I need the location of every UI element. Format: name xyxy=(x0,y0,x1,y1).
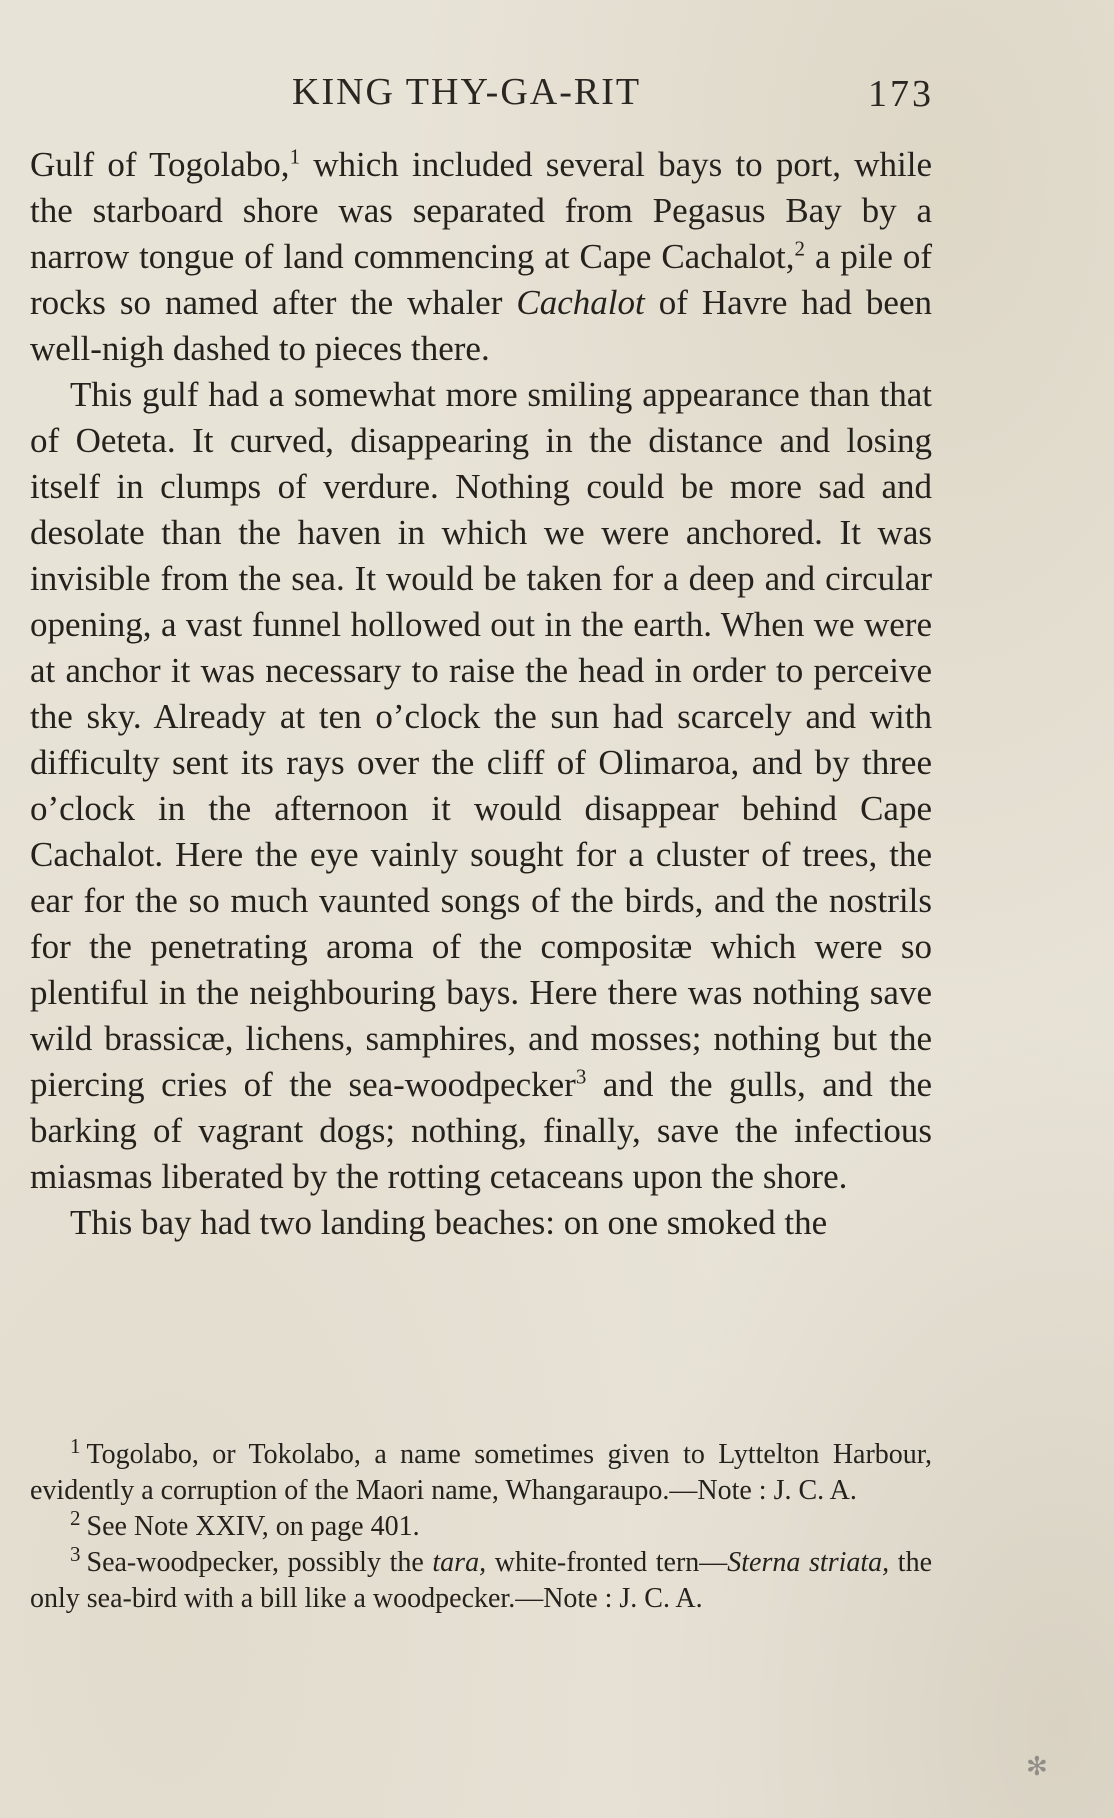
paragraph xyxy=(30,372,932,1200)
italic-text: Sterna striata, xyxy=(727,1547,890,1578)
italic-text: Cachalot xyxy=(516,283,645,322)
footnote-reference: 3 xyxy=(575,1064,587,1089)
footnotes xyxy=(30,1433,932,1617)
text-run: a pile of rocks so named after the whaler xyxy=(30,237,932,322)
text-run: which included several bays to port, while the starboard shore was separated from Pegasus Bay by a narrow tongue of land commencing at Cape Cachalot, xyxy=(30,145,932,276)
footnote xyxy=(30,1433,932,1509)
paragraph xyxy=(30,142,932,372)
footnote-reference: 2 xyxy=(794,236,805,261)
text-run: This bay had two landing beaches: on one smoked the xyxy=(70,1203,828,1242)
paragraph xyxy=(30,1200,932,1246)
body-text xyxy=(30,142,932,1246)
text-run: and the gulls, and the barking of vagrant dogs; nothing, finally, save the infectious miasmas liberated by the rotting cetaceans upon the shore. xyxy=(30,1065,932,1196)
text-run: white-fronted tern— xyxy=(486,1547,728,1578)
footnote-mark: 1 xyxy=(70,1433,81,1458)
footnote xyxy=(30,1541,932,1617)
text-run: Togolabo, or Tokolabo, a name sometimes given to Lyttelton Harbour, evidently a corruption of the Maori name, Whangaraupo.—Note : J. C. A. xyxy=(30,1439,932,1506)
footnote-reference: 1 xyxy=(289,144,301,169)
text-run: This gulf had a somewhat more smiling appearance than that of Oeteta. It curved, disappearing in the distance and losing itself in clumps of verdure. Nothing could be more sad and desolate than the haven in which we were anchored. It was invisible from the sea. It would be taken for a deep and circular opening, a vast funnel hollowed out in the earth. When we were at anchor it was necessary to raise the head in order to perceive the sky. Already at ten o’clock the sun had scarcely and with difficulty sent its rays over the cliff of Olimaroa, and by three o’clock in the afternoon it would disappear behind Cape Cachalot. Here the eye vainly sought for a cluster of trees, the ear for the so much vaunted songs of the birds, and the nostrils for the penetrating aroma of the compositæ which were so plentiful in the neighbouring bays. Here there was nothing save wild brassicæ, lichens, samphires, and mosses; nothing but the piercing cries of the sea-woodpecker xyxy=(30,375,932,1104)
page-number: 173 xyxy=(868,73,934,115)
footnote-mark: 3 xyxy=(70,1541,81,1566)
italic-text: tara, xyxy=(432,1547,487,1578)
text-run: of Havre had been well-nigh dashed to pieces there. xyxy=(30,283,933,368)
library-stamp-mark: ✻ xyxy=(1026,1752,1048,1782)
running-head xyxy=(30,70,932,120)
text-run: See Note XXIV, on page 401. xyxy=(86,1511,420,1542)
footnote-mark: 2 xyxy=(70,1505,81,1530)
footnote xyxy=(30,1505,932,1545)
text-run: the only sea-bird with a bill like a woodpecker.—Note : J. C. A. xyxy=(30,1547,932,1614)
text-run: Gulf of Togolabo, xyxy=(30,145,290,184)
text-run: Sea-woodpecker, possibly the xyxy=(86,1547,433,1578)
running-head-title: KING THY-GA-RIT xyxy=(292,71,642,113)
